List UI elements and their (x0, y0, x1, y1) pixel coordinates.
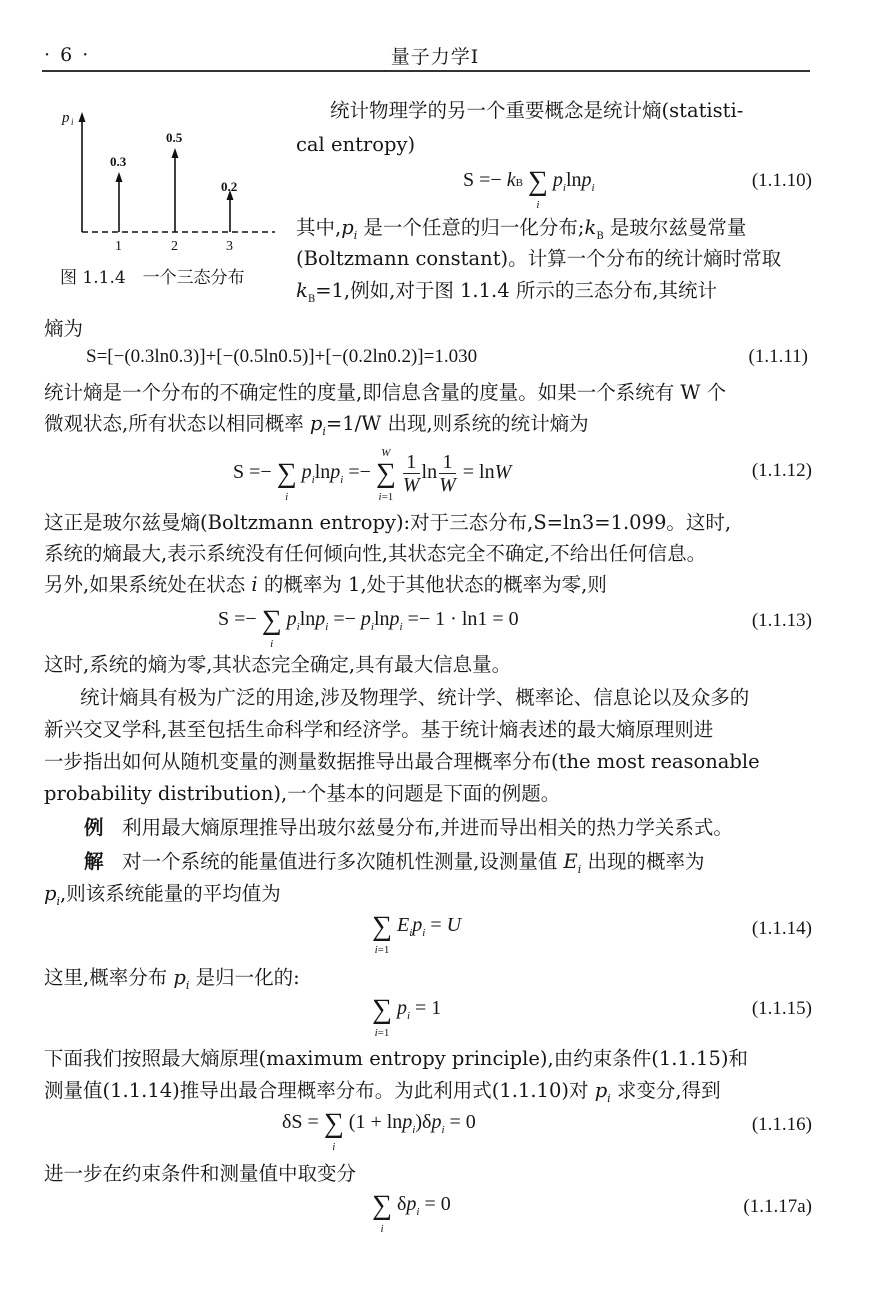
equation-number: (1.1.14) (751, 918, 812, 939)
equation-number: (1.1.13) (751, 610, 812, 631)
solution-line: 解 对一个系统的能量值进行多次随机性测量,设测量值 $E_i$ 出现的概率为 (84, 850, 705, 876)
paragraph-line: 统计熵是一个分布的不确定性的度量,即信息含量的度量。如果一个系统有 W 个 (44, 381, 727, 404)
paragraph-line: 这里,概率分布 $p_i$ 是归一化的: (44, 966, 300, 992)
x-tick-1: 1 (115, 239, 122, 254)
svg-text:i: i (71, 117, 74, 127)
paragraph-line: 这正是玻尔兹曼熵(Boltzmann entropy):对于三态分布,S=ln3=1.099。这时, (44, 511, 732, 534)
paragraph-line: 新兴交叉学科,甚至包括生命科学和经济学。基于统计熵表述的最大熵原理则进 (44, 718, 714, 741)
running-title: 量子力学Ⅰ (390, 46, 480, 68)
data-label-1: 0.3 (110, 154, 127, 169)
paragraph-line: $k_B=1$,例如,对于图 1.1.4 所示的三态分布,其统计 (296, 279, 718, 305)
data-label-3: 0.2 (221, 179, 238, 194)
header-rule (42, 70, 810, 72)
equation-number: (1.1.16) (751, 1114, 812, 1135)
paragraph-line: probability distribution),一个基本的问题是下面的例题。 (44, 782, 561, 805)
paragraph-line: 微观状态,所有状态以相同概率 $p_i=1/W$ 出现,则系统的统计熵为 (44, 412, 589, 438)
paragraph-line: 统计熵具有极为广泛的用途,涉及物理学、统计学、概率论、信息论以及众多的 (80, 686, 750, 709)
paragraph-line: 下面我们按照最大熵原理(maximum entropy principle),由约束条件(1.1.15)和 (44, 1047, 748, 1070)
equation-number: (1.1.17a) (743, 1196, 812, 1217)
page-number: · 6 · (44, 44, 91, 66)
paragraph-line: (Boltzmann constant)。计算一个分布的统计熵时常取 (296, 247, 782, 270)
x-tick-3: 3 (226, 239, 233, 254)
paragraph-line: 一步指出如何从随机变量的测量数据推导出最合理概率分布(the most reasonable (44, 750, 760, 773)
equation-1-1-14: ∑ i=1 $E_ip_i = U$ (372, 911, 462, 956)
paragraph-line: 进一步在约束条件和测量值中取变分 (44, 1162, 357, 1185)
equation-1-1-10: S =− kB ∑ i $p_i\ln p_i$ (463, 166, 595, 211)
example-label: 例 (84, 816, 104, 839)
paragraph-line: 系统的熵最大,表示系统没有任何倾向性,其状态完全不确定,不给出任何信息。 (44, 542, 707, 565)
equation-number: (1.1.11) (748, 346, 808, 367)
paragraph-line: 统计物理学的另一个重要概念是统计熵(statisti- (330, 99, 744, 122)
y-axis-label: p (62, 110, 70, 126)
paragraph-line: cal entropy) (296, 133, 416, 156)
data-label-2: 0.5 (166, 130, 183, 145)
figure-caption: 图 1.1.4 一个三态分布 (60, 268, 245, 288)
equation-1-1-12: S =− ∑ i $p_i\ln p_i$ =− ∑ W i=1 $\frac{1}{W}$ ln $\frac{1}{W}$ = lnW (233, 447, 512, 504)
equation-number: (1.1.10) (751, 170, 812, 191)
equation-number: (1.1.15) (751, 998, 812, 1019)
solution-label: 解 (84, 850, 104, 873)
equation-1-1-15: ∑ i=1 $p_i = 1$ (372, 994, 442, 1039)
equation-1-1-17a: ∑ i $\delta p_i = 0$ (372, 1190, 451, 1235)
equation-1-1-16: δS = ∑ i $(1 + \ln p_i)\delta p_i = 0$ (282, 1108, 476, 1153)
paragraph-line: 熵为 (44, 317, 84, 340)
paragraph-line: 这时,系统的熵为零,其状态完全确定,具有最大信息量。 (44, 653, 512, 676)
x-tick-2: 2 (171, 239, 178, 254)
paragraph-line: 测量值(1.1.14)推导出最合理概率分布。为此利用式(1.1.10)对 $p_i$ 求变分,得到 (44, 1079, 721, 1105)
equation-number: (1.1.12) (751, 460, 812, 481)
equation-1-1-11: S=[−(0.3ln0.3)]+[−(0.5ln0.5)]+[−(0.2ln0.2)]=1.030 (86, 346, 478, 367)
equation-1-1-13: S =− ∑ i $p_i\ln p_i =- p_i\ln p_i =- 1 \cdot \ln 1 = 0$ (218, 605, 519, 650)
paragraph-line: $p_i$,则该系统能量的平均值为 (44, 882, 281, 908)
example-line: 例 利用最大熵原理推导出玻尔兹曼分布,并进而导出相关的热力学关系式。 (84, 816, 733, 839)
paragraph-line: 其中$,p_i$ 是一个任意的归一化分布$;k_B$ 是玻尔兹曼常量 (296, 216, 747, 242)
paragraph-line: 另外,如果系统处在状态 i 的概率为 1,处于其他状态的概率为零,则 (44, 573, 607, 596)
stem-chart (60, 100, 290, 270)
